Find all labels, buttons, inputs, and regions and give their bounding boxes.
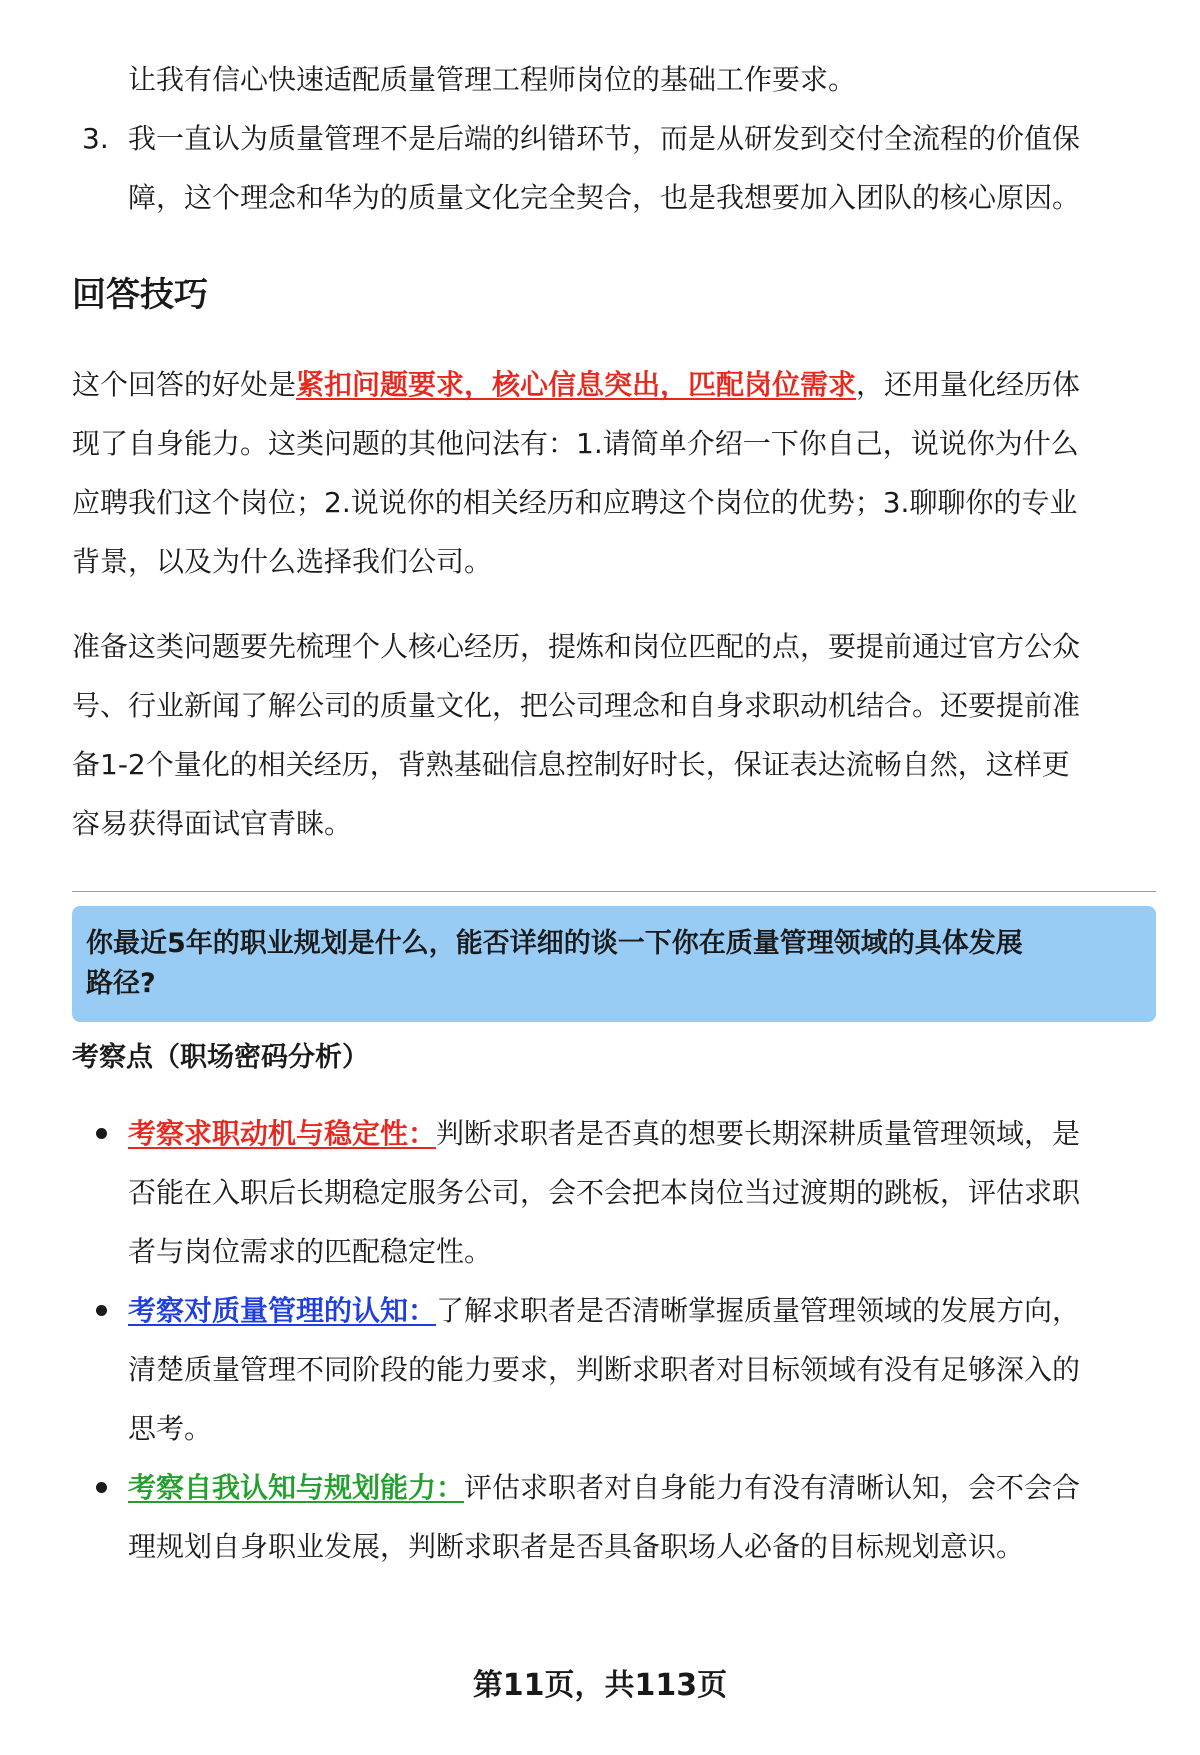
- analysis-item-2-label: 考察对质量管理的认知：: [128, 1294, 437, 1327]
- tips-p1-highlight: 紧扣问题要求，核心信息突出，匹配岗位需求: [296, 368, 857, 401]
- tips-p2-line4: 容易获得面试官青睐。: [72, 807, 353, 840]
- analysis-item-1-line3: 者与岗位需求的匹配稳定性。: [128, 1235, 493, 1268]
- list-item-3: [72, 109, 1152, 227]
- tips-p1-prefix: 这个回答的好处是: [72, 368, 297, 401]
- page-footer: 第11页，共113页: [472, 1668, 728, 1703]
- bullet-dot: [96, 1305, 107, 1316]
- list-number: 3.: [82, 122, 109, 155]
- tips-paragraph-1: [72, 355, 1152, 591]
- intro-fragment: 让我有信心快速适配质量管理工程师岗位的基础工作要求。: [128, 63, 857, 96]
- tips-p2-line3: 备1-2个量化的相关经历，背熟基础信息控制好时长，保证表达流畅自然，这样更: [72, 748, 1070, 781]
- tips-p1-line4: 背景，以及为什么选择我们公司。: [72, 545, 493, 578]
- section-title-tips: 回答技巧: [72, 275, 208, 315]
- tips-p1-suffix: ，还用量化经历体: [856, 368, 1081, 401]
- analysis-item-3-line2: 理规划自身职业发展，判断求职者是否具备职场人必备的目标规划意识。: [128, 1530, 1025, 1563]
- bullet-dot: [96, 1482, 107, 1493]
- tips-paragraph-2: [72, 617, 1152, 853]
- tips-p2-line1: 准备这类问题要先梳理个人核心经历，提炼和岗位匹配的点，要提前通过官方公众: [72, 630, 1081, 663]
- list-item-3-line1: 我一直认为质量管理不是后端的纠错环节，而是从研发到交付全流程的价值保: [128, 122, 1081, 155]
- analysis-item-3-label: 考察自我认知与规划能力：: [128, 1471, 465, 1504]
- question-line1: 你最近5年的职业规划是什么，能否详细的谈一下你在质量管理领域的具体发展: [86, 928, 1023, 959]
- analysis-item-2-line2: 清楚质量管理不同阶段的能力要求，判断求职者对目标领域有没有足够深入的: [128, 1353, 1081, 1386]
- question-box: [72, 906, 1156, 1022]
- tips-p1-line3: 应聘我们这个岗位；2.说说你的相关经历和应聘这个岗位的优势；3.聊聊你的专业: [72, 486, 1078, 519]
- tips-p2-line2: 号、行业新闻了解公司的质量文化，把公司理念和自身求职动机结合。还要提前准: [72, 689, 1081, 722]
- analysis-item-2: [72, 1281, 1152, 1458]
- analysis-item-1-label: 考察求职动机与稳定性：: [128, 1117, 437, 1150]
- analysis-item-1-line2: 否能在入职后长期稳定服务公司，会不会把本岗位当过渡期的跳板，评估求职: [128, 1176, 1081, 1209]
- bullet-dot: [96, 1128, 107, 1139]
- analysis-item-2-line1: 了解求职者是否清晰掌握质量管理领域的发展方向，: [436, 1294, 1081, 1327]
- analysis-title: 考察点（职场密码分析）: [72, 1042, 369, 1073]
- analysis-item-1: [72, 1104, 1152, 1281]
- analysis-item-1-line1: 判断求职者是否真的想要长期深耕质量管理领域，是: [436, 1117, 1081, 1150]
- analysis-item-3: [72, 1458, 1152, 1576]
- tips-p1-line2: 现了自身能力。这类问题的其他问法有：1.请简单介绍一下你自己，说说你为什么: [72, 427, 1079, 460]
- page-content: [72, 50, 1152, 1576]
- analysis-item-3-line1: 评估求职者对自身能力有没有清晰认知，会不会合: [464, 1471, 1081, 1504]
- analysis-item-2-line3: 思考。: [128, 1412, 213, 1445]
- question-line2: 路径?: [86, 968, 156, 999]
- list-item-3-line2: 障，这个理念和华为的质量文化完全契合，也是我想要加入团队的核心原因。: [128, 181, 1081, 214]
